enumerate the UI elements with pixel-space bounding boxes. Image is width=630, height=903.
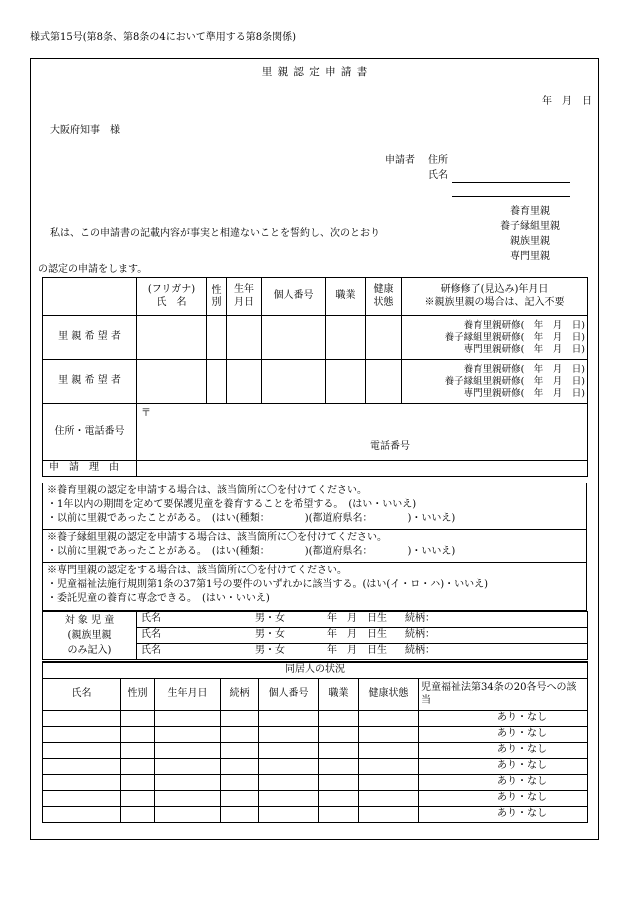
- household-relation-field[interactable]: [221, 726, 259, 742]
- form-number: 様式第15号(第8条、第8条の4において準用する第8条関係): [30, 32, 296, 43]
- applicant-1-health-field[interactable]: [366, 316, 402, 360]
- household-row: [43, 726, 588, 742]
- applicant-2-health-field[interactable]: [366, 360, 402, 404]
- household-my-number-field[interactable]: [259, 758, 319, 774]
- household-occupation-field[interactable]: [319, 710, 359, 726]
- section-adoption-heading: ※養子縁組里親の認定を申請する場合は、該当箇所に〇を付けてください。: [47, 532, 387, 543]
- household-article34-answer[interactable]: あり・なし: [419, 806, 588, 822]
- household-header-occupation: 職業: [319, 678, 359, 710]
- section-adoption: [42, 530, 587, 563]
- household-relation-field[interactable]: [221, 742, 259, 758]
- applicant-row-1: [43, 316, 588, 360]
- household-header-name: 氏名: [43, 678, 121, 710]
- header-health: 健康 状態: [366, 278, 402, 316]
- household-relation-field[interactable]: [221, 806, 259, 822]
- household-my-number-field[interactable]: [259, 806, 319, 822]
- applicant-2-occupation-field[interactable]: [326, 360, 366, 404]
- reason-row: [43, 461, 588, 477]
- foster-type-2[interactable]: 養子縁組里親: [500, 221, 560, 232]
- household-occupation-field[interactable]: [319, 806, 359, 822]
- household-occupation-field[interactable]: [319, 726, 359, 742]
- applicant-2-gender-field[interactable]: [207, 360, 227, 404]
- applicant-row-2: [43, 360, 588, 404]
- household-birth-field[interactable]: [155, 790, 221, 806]
- phone-label: 電話番号: [370, 441, 410, 452]
- household-gender-field[interactable]: [121, 774, 155, 790]
- household-birth-field[interactable]: [155, 758, 221, 774]
- applicant-2-training-field[interactable]: 養育里親研修( 年 月 日) 養子縁組里親研修( 年 月 日) 専門里親研修( 年 月 日): [402, 360, 588, 404]
- applicant-name-field[interactable]: [452, 170, 570, 183]
- household-birth-field[interactable]: [155, 806, 221, 822]
- foster-type-4[interactable]: 専門里親: [510, 251, 550, 262]
- header-blank: [43, 278, 137, 316]
- applicant-1-training-field[interactable]: 養育里親研修( 年 月 日) 養子縁組里親研修( 年 月 日) 専門里親研修( 年 月 日): [402, 316, 588, 360]
- section-special-line-2[interactable]: ・委託児童の養育に専念できる。 (はい・いいえ): [47, 593, 270, 604]
- target-child-row: [43, 612, 588, 628]
- household-row: [43, 806, 588, 822]
- applicant-1-birth-field[interactable]: [227, 316, 262, 360]
- household-name-field[interactable]: [43, 710, 121, 726]
- household-header-health: 健康状態: [359, 678, 419, 710]
- household-row: [43, 742, 588, 758]
- household-relation-field[interactable]: [221, 774, 259, 790]
- main-table: [42, 277, 588, 477]
- household-health-field[interactable]: [359, 806, 419, 822]
- target-child-3[interactable]: 氏名 男・女 年 月 日生 続柄：: [137, 644, 588, 660]
- household-row: [43, 710, 588, 726]
- household-article34-answer[interactable]: あり・なし: [419, 726, 588, 742]
- main-table-header: [43, 278, 588, 316]
- reason-row-label: 申 請 理 由: [43, 461, 137, 477]
- header-occupation: 職業: [326, 278, 366, 316]
- household-relation-field[interactable]: [221, 758, 259, 774]
- household-header-my-number: 個人番号: [259, 678, 319, 710]
- household-health-field[interactable]: [359, 710, 419, 726]
- section-special-heading: ※専門里親の認定をする場合は、該当箇所に〇を付けてください。: [47, 565, 347, 576]
- household-header-gender: 性別: [121, 678, 155, 710]
- addressee: 大阪府知事 様: [50, 125, 120, 136]
- section-foster-line-2[interactable]: ・以前に里親であったことがある。 (はい(種類： )(都道府県名： )・いいえ): [47, 513, 456, 524]
- household-my-number-field[interactable]: [259, 790, 319, 806]
- household-name-field[interactable]: [43, 726, 121, 742]
- household-name-field[interactable]: [43, 774, 121, 790]
- applicant-1-name-field[interactable]: [137, 316, 207, 360]
- household-occupation-field[interactable]: [319, 758, 359, 774]
- applicant-row-label: 里 親 希 望 者: [43, 316, 137, 360]
- header-training: 研修修了(見込み)年月日 ※親族里親の場合は、記入不要: [402, 278, 588, 316]
- household-my-number-field[interactable]: [259, 710, 319, 726]
- household-my-number-field[interactable]: [259, 726, 319, 742]
- foster-type-1[interactable]: 養育里親: [510, 206, 550, 217]
- applicant-2-birth-field[interactable]: [227, 360, 262, 404]
- household-row: [43, 790, 588, 806]
- household-birth-field[interactable]: [155, 726, 221, 742]
- section-foster: [42, 483, 587, 530]
- address-row: [43, 404, 588, 461]
- header-gender: 性別: [207, 278, 227, 316]
- applicant-label: 申請者: [385, 155, 415, 166]
- household-relation-field[interactable]: [221, 790, 259, 806]
- declaration-cont: の認定の申請をします。: [38, 264, 148, 275]
- household-name-field[interactable]: [43, 806, 121, 822]
- target-children-table: [42, 611, 588, 660]
- header-birth: 生年 月日: [227, 278, 262, 316]
- household-my-number-field[interactable]: [259, 742, 319, 758]
- household-article34-answer[interactable]: あり・なし: [419, 742, 588, 758]
- date-field[interactable]: 年 月 日: [542, 96, 592, 107]
- form-title: 里 親 認 定 申 請 書: [261, 66, 369, 78]
- postal-mark: 〒: [141, 408, 151, 419]
- applicant-1-my-number-field[interactable]: [262, 316, 326, 360]
- target-children-label: 対 象 児 童 (親族里親 のみ記入): [43, 612, 137, 660]
- household-header-birth: 生年月日: [155, 678, 221, 710]
- applicant-address-label: 住所: [428, 155, 448, 166]
- household-gender-field[interactable]: [121, 790, 155, 806]
- household-my-number-field[interactable]: [259, 774, 319, 790]
- household-birth-field[interactable]: [155, 774, 221, 790]
- household-name-field[interactable]: [43, 758, 121, 774]
- household-gender-field[interactable]: [121, 710, 155, 726]
- household-health-field[interactable]: [359, 742, 419, 758]
- section-special: [42, 563, 587, 611]
- household-article34-answer[interactable]: あり・なし: [419, 710, 588, 726]
- household-table: [42, 661, 588, 823]
- household-name-field[interactable]: [43, 790, 121, 806]
- household-title: 同居人の状況: [43, 662, 588, 678]
- section-adoption-line-1[interactable]: ・以前に里親であったことがある。 (はい(種類： )(都道府県名： )・いいえ): [47, 546, 456, 557]
- household-row: [43, 774, 588, 790]
- household-health-field[interactable]: [359, 774, 419, 790]
- household-birth-field[interactable]: [155, 710, 221, 726]
- applicant-2-name-field[interactable]: [137, 360, 207, 404]
- household-title-row: [43, 662, 588, 678]
- applicant-name-label: 氏名: [428, 170, 448, 181]
- section-foster-line-1[interactable]: ・1年以内の期間を定めて要保護児童を養育することを希望する。 (はい・いいえ): [47, 499, 417, 510]
- foster-type-list: [480, 204, 580, 264]
- household-occupation-field[interactable]: [319, 742, 359, 758]
- household-header-relation: 続柄: [221, 678, 259, 710]
- household-gender-field[interactable]: [121, 806, 155, 822]
- address-phone-field[interactable]: [137, 404, 588, 461]
- foster-type-3[interactable]: 親族里親: [510, 236, 550, 247]
- household-occupation-field[interactable]: [319, 774, 359, 790]
- target-child-2[interactable]: 氏名 男・女 年 月 日生 続柄：: [137, 628, 588, 644]
- household-name-field[interactable]: [43, 742, 121, 758]
- address-row-label: 住所・電話番号: [43, 404, 137, 461]
- household-gender-field[interactable]: [121, 758, 155, 774]
- applicant-row-label: 里 親 希 望 者: [43, 360, 137, 404]
- household-relation-field[interactable]: [221, 710, 259, 726]
- household-occupation-field[interactable]: [319, 790, 359, 806]
- applicant-2-my-number-field[interactable]: [262, 360, 326, 404]
- declaration: 私は、この申請書の記載内容が事実と相違ないことを誓約し、次のとおり: [50, 228, 380, 239]
- household-gender-field[interactable]: [121, 742, 155, 758]
- household-header-row: [43, 678, 588, 710]
- household-article34-answer[interactable]: あり・なし: [419, 758, 588, 774]
- household-health-field[interactable]: [359, 790, 419, 806]
- applicant-1-gender-field[interactable]: [207, 316, 227, 360]
- applicant-extra-line[interactable]: [452, 184, 570, 197]
- section-special-line-1[interactable]: ・児童福祉法施行規則第1条の37第1号の要件のいずれかに該当する。(はい(イ・ロ・ハ)・いいえ): [47, 579, 489, 590]
- household-birth-field[interactable]: [155, 742, 221, 758]
- household-header-article34: 児童福祉法第34条の20各号への該当: [419, 678, 588, 710]
- applicant-1-occupation-field[interactable]: [326, 316, 366, 360]
- household-health-field[interactable]: [359, 726, 419, 742]
- header-name: (フリガナ) 氏 名: [137, 278, 207, 316]
- reason-field[interactable]: [137, 461, 588, 477]
- section-foster-heading: ※養育里親の認定を申請する場合は、該当箇所に〇を付けてください。: [47, 485, 367, 496]
- target-child-1[interactable]: 氏名 男・女 年 月 日生 続柄：: [137, 612, 588, 628]
- household-gender-field[interactable]: [121, 726, 155, 742]
- header-my-number: 個人番号: [262, 278, 326, 316]
- household-article34-answer[interactable]: あり・なし: [419, 790, 588, 806]
- household-article34-answer[interactable]: あり・なし: [419, 774, 588, 790]
- household-row: [43, 758, 588, 774]
- household-health-field[interactable]: [359, 758, 419, 774]
